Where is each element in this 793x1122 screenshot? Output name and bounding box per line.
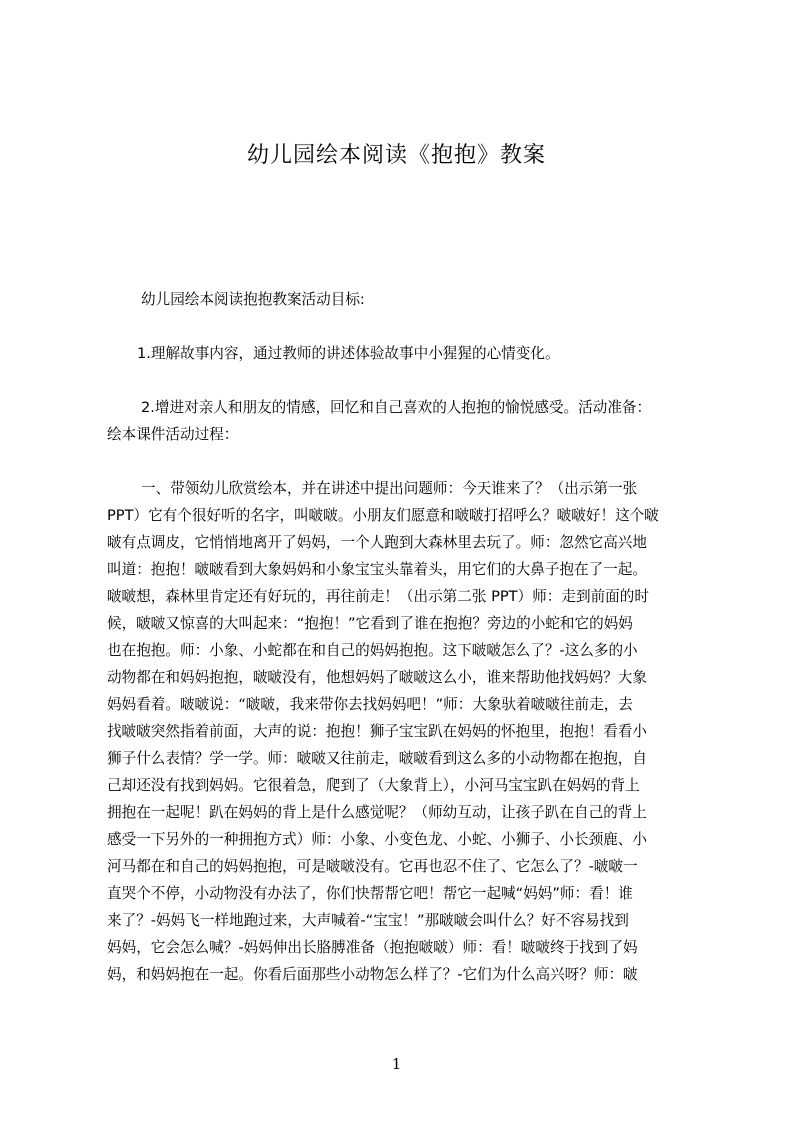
body-line: 动物都在和妈妈抱抱，啵啵没有，他想妈妈了啵啵这么小，谁来帮助他找妈妈？大象 [107,669,647,686]
body-line: 找啵啵突然指着前面，大声的说：抱抱！狮子宝宝趴在妈妈的怀抱里，抱抱！看看小 [107,723,647,740]
goal-1-paragraph: 1.理解故事内容，通过教师的讲述体验故事中小猩猩的心情变化。 [137,345,560,362]
body-line: 妈妈看着。啵啵说：“啵啵，我来带你去找妈妈吧！”师：大象驮着啵啵往前走，去 [107,696,633,713]
body-line: 也在抱抱。师：小象、小蛇都在和自己的妈妈抱抱。这下啵啵怎么了？-这么多的小 [107,642,638,659]
body-line: 妈妈，它会怎么喊？-妈妈伸出长胳膊准备（抱抱啵啵）师：看！啵啵终于找到了妈 [107,939,638,956]
goal-2-paragraph-line-2: 绘本课件活动过程： [107,426,239,443]
body-line: 妈，和妈妈抱在一起。你看后面那些小动物怎么样了？-它们为什么高兴呀？师：啵 [107,966,638,983]
body-line: 直哭个不停，小动物没有办法了，你们快帮帮它吧！帮它一起喊“妈妈”师：看！谁 [107,885,633,902]
intro-paragraph: 幼儿园绘本阅读抱抱教案活动目标: [141,291,365,308]
body-line: 啵有点调皮，它悄悄地离开了妈妈，一个人跑到大森林里去玩了。师：忽然它高兴地 [107,534,647,551]
body-line: 一、带领幼儿欣赏绘本，并在讲述中提出问题师：今天谁来了？（出示第一张 [141,480,638,497]
body-line: 啵啵想，森林里肯定还有好玩的，再往前走！（出示第二张 PPT）师：走到前面的时 [107,588,649,605]
body-line: 叫道：抱抱！啵啵看到大象妈妈和小象宝宝头靠着头，用它们的大鼻子抱在了一起。 [107,561,647,578]
body-line: 候，啵啵又惊喜的大叫起来：“抱抱！”它看到了谁在抱抱？旁边的小蛇和它的妈妈 [107,615,633,632]
body-line: 狮子什么表情？学一学。师：啵啵又往前走，啵啵看到这么多的小动物都在抱抱，自 [107,750,647,767]
body-line: 河马都在和自己的妈妈抱抱，可是啵啵没有。它再也忍不住了、它怎么了？-啵啵一 [107,858,638,875]
goal-2-paragraph-line-1: 2.增进对亲人和朋友的情感，回忆和自己喜欢的人抱抱的愉悦感受。活动准备： [141,399,652,416]
body-line: 己却还没有找到妈妈。它很着急，爬到了（大象背上），小河马宝宝趴在妈妈的背上 [107,777,640,794]
body-line: 来了？-妈妈飞一样地跑过来，大声喊着-“宝宝！”那啵啵会叫什么？好不容易找到 [107,912,629,929]
body-line: 感受一下另外的一种拥抱方式）师：小象、小变色龙、小蛇、小狮子、小长颈鹿、小 [107,831,647,848]
body-line: 拥抱在一起呢！趴在妈妈的背上是什么感觉呢？（师幼互动，让孩子趴在自己的背上 [107,804,647,821]
page-number: 1 [391,1055,402,1073]
document-title: 幼儿园绘本阅读《抱抱》教案 [246,143,546,168]
body-line: PPT）它有个很好听的名字，叫啵啵。小朋友们愿意和啵啵打招呼么？啵啵好！这个啵 [107,507,659,524]
